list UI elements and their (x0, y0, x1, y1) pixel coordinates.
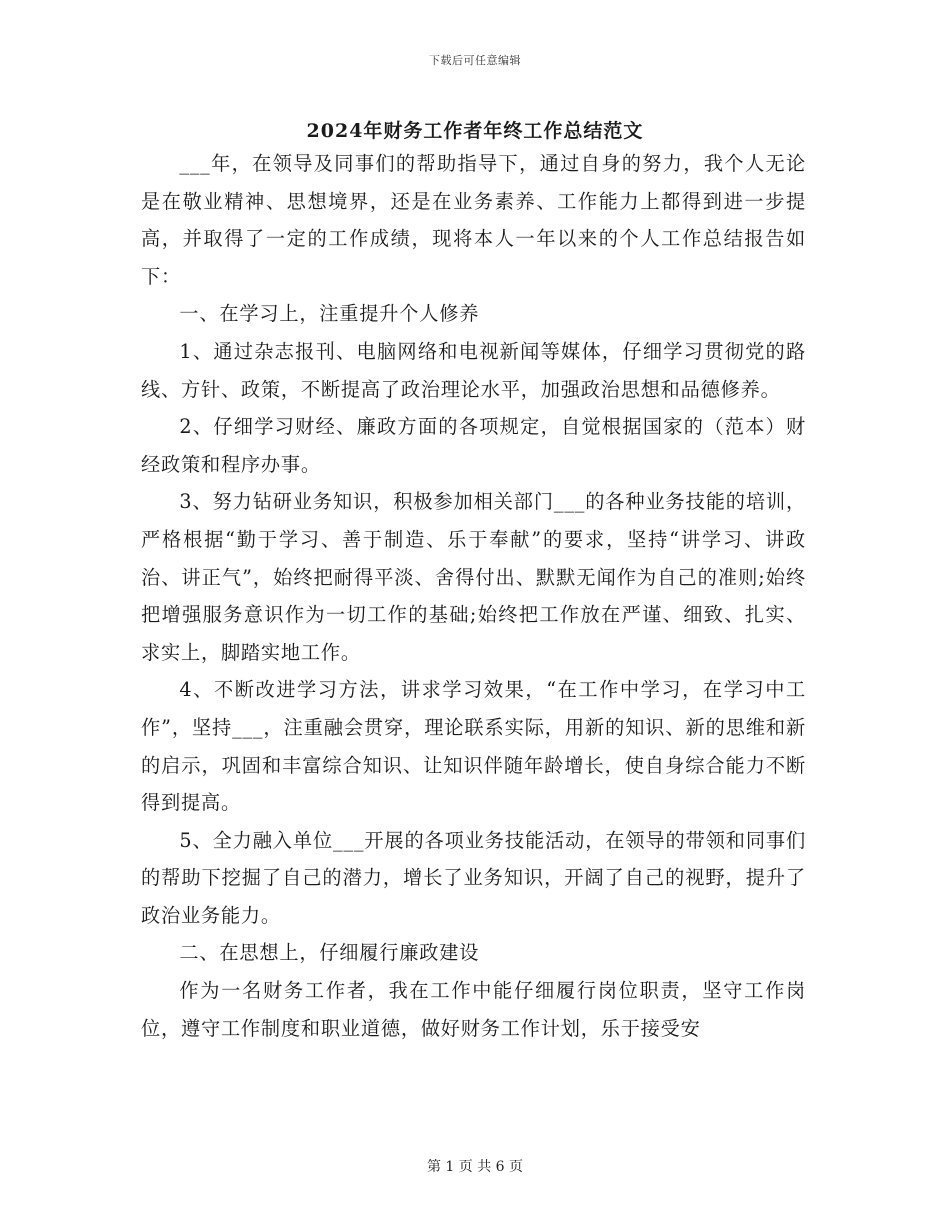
paragraph-item-4: 4、不断改进学习方法，讲求学习效果，“在工作中学习，在学习中工作”，坚持___，注重融会贯穿，理论联系实际，用新的知识、新的思维和新的启示，巩固和丰富综合知识、让知识伴随年龄增长，使自身综合能力不断得到提高。 (141, 678, 806, 815)
section-heading-ideology: 二、在思想上，仔细履行廉政建设 (179, 941, 480, 965)
paragraph-item-5: 5、全力融入单位___开展的各项业务技能活动，在领导的带领和同事们的帮助下挖掘了自己的潜力，增长了业务知识，开阔了自己的视野，提升了政治业务能力。 (141, 828, 806, 927)
paragraph-item-1: 1、通过杂志报刊、电脑网络和电视新闻等媒体，仔细学习贯彻党的路线、方针、政策，不断提高了政治理论水平，加强政治思想和品德修养。 (141, 339, 806, 401)
paragraph-ideology: 作为一名财务工作者，我在工作中能仔细履行岗位职责，坚守工作岗位，遵守工作制度和职业道德，做好财务工作计划，乐于接受安 (141, 979, 806, 1040)
paragraph-intro: ___年，在领导及同事们的帮助指导下，通过自身的努力，我个人无论是在敬业精神、思想境界，还是在业务素养、工作能力上都得到进一步提高，并取得了一定的工作成绩，现将本人一年以来的个人工作总结报告如下： (141, 152, 806, 288)
header-note: 下载后可任意编辑 (429, 54, 521, 67)
section-heading-study: 一、在学习上，注重提升个人修养 (179, 302, 480, 326)
document-body (141, 145, 806, 1047)
paragraph-item-3: 3、努力钻研业务知识，积极参加相关部门___的各种业务技能的培训，严格根据“勤于学习、善于制造、乐于奉献”的要求，坚持“讲学习、讲政治、讲正气”，始终把耐得平淡、舍得付出、默默无闻作为自己的准则;始终把增强服务意识作为一切工作的基础;始终把工作放在严谨、细致、扎实、求实上，脚踏实地工作。 (141, 490, 806, 664)
page-number: 第 1 页 共 6 页 (426, 1159, 524, 1175)
document-title: 2024年财务工作者年终工作总结范文 (306, 120, 644, 142)
paragraph-item-2: 2、仔细学习财经、廉政方面的各项规定，自觉根据国家的（范本）财经政策和程序办事。 (141, 415, 806, 476)
